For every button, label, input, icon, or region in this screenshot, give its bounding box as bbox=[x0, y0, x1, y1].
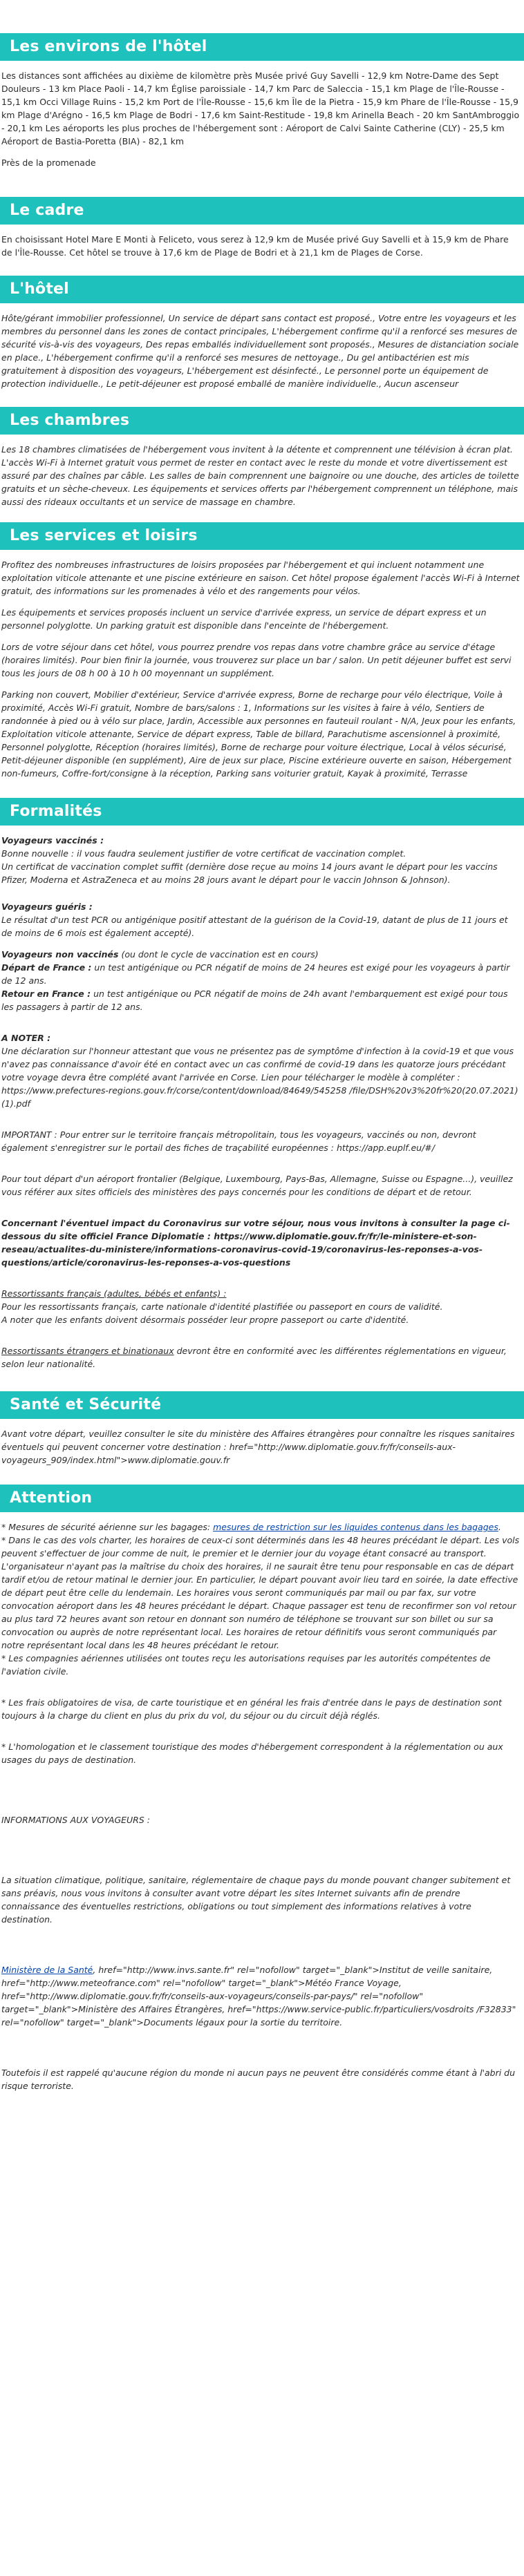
gueris-heading: Voyageurs guéris : bbox=[1, 901, 93, 912]
important-text: IMPORTANT : Pour entrer sur le territoire français métropolitain, tous les voyageurs, vaccinés ou non, devront également s'enregistrer sur le portail des fiches de traçabilité européennes : https://app.euplf.eu/#/ bbox=[1, 1129, 476, 1153]
attention-p4: * Les frais obligatoires de visa, de carte touristique et en général les frais d'entrée dans le pays de destination sont toujours à la charge du client en plus du prix du vol, du séjour ou du circuit déjà réglés. bbox=[1, 1697, 502, 1721]
attention-p8: Toutefois il est rappelé qu'aucune région du monde ni aucun pays ne peuvent être considérés comme étant à l'abri du risque terroriste. bbox=[1, 2068, 516, 2091]
sante-text: Avant votre départ, veuillez consulter le site du ministère des Affaires étrangères pour connaître les risques sanitaires éventuels qui peuvent concerner votre destination : href="http://www.diplomatie.gouv.fr/fr/conseils-aux-voyageurs_909/index.html">www.diplomatie.gouv.fr bbox=[1, 1429, 515, 1465]
environs-note: Près de la promenade bbox=[1, 158, 96, 168]
gueris-text: Le résultat d'un test PCR ou antigénique positif attestant de la guérison de la Covid-19, datant de plus de 11 jours et de moins de 6 mois est également accepté). bbox=[1, 915, 508, 938]
attention-p2: * Dans le cas des vols charter, les horaires de ceux-ci sont déterminés dans les 48 heures précédant le départ. Les vols peuvent s'effectuer de jour comme de nuit, le premier et le dernier jour du voyage étant consacré au transport. L'organisateur n'ayant pas la maîtrise du choix des horaires, il ne saurait être tenu pour responsable en cas de départ tardif et/ou de retour matinal le dernier jour. En particulier, le départ pouvant avoir lieu tard en soirée, la date effective de départ peut être celle du lendemain. Les horaires vous seront communiqués par mail ou par fax, sur votre convocation aéroport dans les 48 heures précédant le départ. Chaque passager est tenu de reconfirmer son vol retour au plus tard 72 heures avant son retour en donnant son numéro de téléphone se trouvant sur son billet ou sur sa convocation ou auprès de notre représentant local. Les horaires de retour définitifs vous seront communiqués par notre représentant local dans les 48 heures précédant le retour. bbox=[1, 1535, 520, 1650]
section-environs bbox=[0, 33, 524, 169]
attention-p1-pre: * Mesures de sécurité aérienne sur les bagages: bbox=[1, 1522, 214, 1532]
retour-text: un test antigénique ou PCR négatif de moins de 24h avant l'embarquement est exigé pour tous les passagers à partir de 12 ans. bbox=[1, 989, 508, 1012]
attention-p7-rest: , href="http://www.invs.sante.fr" rel="nofollow" target="_blank">Institut de veille sanitaire, href="http://www.meteofrance.com" rel="nofollow" target="_blank">Météo France Voyage, href="http://www.diplomatie.gouv.fr/fr/conseils-aux-voyageurs/conseils-par-pays/" rel="nofollow" target="_blank">Ministère des Affaires Étrangères, href="https://www.service-public.fr/particuliers/vosdroits /F32833" rel="nofollow" target="_blank">Documents légaux pour la sortie du territoire. bbox=[1, 1965, 516, 2028]
anoter-text: Une déclaration sur l'honneur attestant que vous ne présentez pas de symptôme d'infection à la covid-19 et que vous n'avez pas connaissance d'avoir été en contact avec un cas confirmé de covid-19 dans les quatorze jours précédant votre voyage devra être complété avant l'arrivée en Corse. Lien pour télécharger le modèle à compléter : https://www.prefectures-regions.gouv.fr/corse/content/download/84649/545258 /file/DSH%20v3%20fr%20(20.07.2021)(1).pdf bbox=[1, 1046, 518, 1109]
ressortissants-fr-line-1: Pour les ressortissants français, carte nationale d'identité plastifiée ou passeport en cours de validité. bbox=[1, 1301, 443, 1312]
ressortissants-fr-line-2: A noter que les enfants doivent désormais posséder leur propre passeport ou carte d'identité. bbox=[1, 1315, 409, 1325]
section-chambres bbox=[0, 407, 524, 508]
chambres-text: Les 18 chambres climatisées de l'hébergement vous invitent à la détente et comprennent une télévision à écran plat. L'accès Wi-Fi à Internet gratuit vous permet de rester en contact avec le reste du monde et votre divertissement est assuré par des chaînes par câble. Les salles de bain comprennent une baignoire ou une douche, des articles de toilette gratuits et un sèche-cheveux. Les équipements et services offerts par l'hébergement comprennent un téléphone, mais aussi des rideaux occultants et un service de massage en chambre. bbox=[1, 444, 519, 507]
section-title-chambres: Les chambres bbox=[0, 407, 524, 435]
section-cadre bbox=[0, 197, 524, 259]
infos-voyageurs-heading: INFORMATIONS AUX VOYAGEURS : bbox=[1, 1815, 150, 1825]
liquid-restrictions-link[interactable]: mesures de restriction sur les liquides contenus dans les bagages bbox=[213, 1522, 498, 1532]
attention-p5: * L'homologation et le classement touristique des modes d'hébergement correspondent à la réglementation ou aux usages du pays de destination. bbox=[1, 1742, 503, 1765]
section-title-hotel: L'hôtel bbox=[0, 276, 524, 303]
vaccines-line-2: Un certificat de vaccination complet suffit (dernière dose reçue au moins 14 jours avant le départ pour les vaccins Pfizer, Moderna et AstraZeneca et au moins 28 jours avant le départ pour le vaccin Johnson & Johnson). bbox=[1, 861, 498, 885]
section-title-services: Les services et loisirs bbox=[0, 522, 524, 550]
depart-etranger-text: Pour tout départ d'un aéroport frontalier (Belgique, Luxembourg, Pays-Bas, Allemagne, Suisse ou Espagne...), veuillez vous référer aux sites officiels des ministères des pays concernés pour les conditions de départ et de retour. bbox=[1, 1174, 513, 1197]
ressortissants-et-heading: Ressortissants étrangers et binationaux bbox=[1, 1346, 174, 1356]
services-paragraph-3: Lors de votre séjour dans cet hôtel, vous pourrez prendre vos repas dans votre chambre grâce au service d'étage (horaires limités). Pour bien finir la journée, vous trouverez sur place un bar / salon. Un petit déjeuner buffet est servi tous les jours de 08 h 00 à 10 h 00 moyennant un supplément. bbox=[1, 642, 512, 678]
attention-p1-post: . bbox=[498, 1522, 501, 1532]
anoter-heading: A NOTER : bbox=[1, 1033, 51, 1043]
page bbox=[0, 33, 524, 2092]
services-paragraph-4: Parking non couvert, Mobilier d'extérieur, Service d'arrivée express, Borne de recharge pour vélo électrique, Voile à proximité, Accès Wi-Fi gratuit, Nombre de bars/salons : 1, Informations sur les visites à faire à vélo, Sentiers de randonnée à pied ou à vélo sur place, Jardin, Accessible aux personnes en fauteuil roulant - N/A, Jeux pour les enfants, Exploitation viticole attenante, Service de départ express, Table de billard, Parachutisme ascensionnel à proximité, Personnel polyglotte, Réception (horaires limités), Borne de recharge pour voiture électrique, Local à vélos sécurisé, Petit-déjeuner disponible (en supplément), Aire de jeux sur place, Piscine extérieure ouverte en saison, Hébergement non-fumeurs, Coffre-fort/consigne à la réception, Parking sans voiturier gratuit, Kayak à proximité, Terrasse bbox=[1, 689, 516, 779]
retour-label: Retour en France : bbox=[1, 989, 91, 999]
nonvacc-heading: Voyageurs non vaccinés bbox=[1, 949, 119, 960]
section-title-sante: Santé et Sécurité bbox=[0, 1391, 524, 1419]
ministere-sante-link[interactable]: Ministère de la Santé bbox=[1, 1965, 93, 1975]
section-title-cadre: Le cadre bbox=[0, 197, 524, 225]
vaccines-heading: Voyageurs vaccinés : bbox=[1, 835, 104, 846]
vaccines-line-1: Bonne nouvelle : il vous faudra seulement justifier de votre certificat de vaccination complet. bbox=[1, 848, 406, 859]
cadre-text: En choisissant Hotel Mare E Monti à Feliceto, vous serez à 12,9 km de Musée privé Guy Savelli et à 15,9 km de Phare de l'Île-Rousse. Cet hôtel se trouve à 17,6 km de Plage de Bodri et à 21,1 km de Plages de Corse. bbox=[1, 234, 509, 258]
section-title-environs: Les environs de l'hôtel bbox=[0, 33, 524, 61]
concernant-text: Concernant l'éventuel impact du Coronavirus sur votre séjour, nous vous invitons à consulter la page ci-dessous du site officiel France Diplomatie : https://www.diplomatie.gouv.fr/fr/le-ministere-et-son-reseau/actualites-du-ministere/informations-coronavirus-covid-19/coronavirus-les-reponses-a-vos-questions/article/coronavirus-les-reponses-a-vos-questions bbox=[1, 1218, 510, 1268]
environs-text: Les distances sont affichées au dixième de kilomètre près Musée privé Guy Savelli - 12,9 km Notre-Dame des Sept Douleurs - 13 km Place Paoli - 14,7 km Église paroissiale - 14,7 km Parc de Saleccia - 15,1 km Plage de l'Île-Rousse - 15,1 km Occi Village Ruins - 15,2 km Port de l'Île-Rousse - 15,6 km Île de la Pietra - 15,9 km Phare de l'Île-Rousse - 15,9 km Plage d'Arégno - 16,5 km Plage de Bodri - 17,6 km Saint-Restitude - 19,8 km Arinella Beach - 20 km SantAmbroggio - 20,1 km Les aéroports les plus proches de l'hébergement sont : Aéroport de Calvi Sainte Catherine (CLY) - 25,5 km Aéroport de Bastia-Poretta (BIA) - 82,1 km bbox=[1, 70, 520, 146]
section-attention bbox=[0, 1485, 524, 2092]
section-formalites bbox=[0, 798, 524, 1371]
hotel-text: Hôte/gérant immobilier professionnel, Un service de départ sans contact est proposé., Votre entre les voyageurs et les membres du personnel dans les zones de contact principales, L'hébergement confirme qu'il a renforcé ses mesures de sécurité vis-à-vis des voyageurs, Des repas emballés individuellement sont proposés., Mesures de distanciation sociale en place., L'hébergement confirme qu'il a renforcé ses mesures de nettoyage., Du gel antibactérien est mis gratuitement à disposition des voyageurs, L'hébergement est désinfecté., Le personnel porte un équipement de protection individuelle., Le petit-déjeuner est proposé emballé de manière individuelle., Aucun ascenseur bbox=[1, 313, 519, 389]
depart-text: un test antigénique ou PCR négatif de moins de 24 heures est exigé pour les voyageurs à partir de 12 ans. bbox=[1, 962, 510, 986]
nonvacc-rest: (ou dont le cycle de vaccination est en cours) bbox=[118, 949, 319, 960]
section-hotel bbox=[0, 276, 524, 390]
attention-p6: La situation climatique, politique, sanitaire, réglementaire de chaque pays du monde pouvant changer subitement et sans préavis, nous vous invitons à consulter avant votre départ les sites Internet suivants afin de prendre connaissance des éventuelles restrictions, obligations ou tout simplement des informations relatives à votre destination. bbox=[1, 1875, 511, 1925]
ressortissants-et-text: devront être en conformité avec les différentes réglementations en vigueur, selon leur nationalité. bbox=[1, 1346, 507, 1369]
section-sante bbox=[0, 1391, 524, 1467]
services-paragraph-2: Les équipements et services proposés incluent un service d'arrivée express, un service de départ express et un personnel polyglotte. Un parking gratuit est disponible dans l'enceinte de l'hébergement. bbox=[1, 607, 487, 631]
services-paragraph-1: Profitez des nombreuses infrastructures de loisirs proposées par l'hébergement et qui incluent notamment une exploitation viticole attenante et une piscine extérieure en saison. Cet hôtel propose également l'accès Wi-Fi à Internet gratuit, des informations sur les promenades à vélo et des rangements pour vélos. bbox=[1, 560, 520, 596]
depart-label: Départ de France : bbox=[1, 962, 92, 973]
ressortissants-fr-heading: Ressortissants français (adultes, bébés et enfants) : bbox=[1, 1288, 227, 1299]
section-title-attention: Attention bbox=[0, 1485, 524, 1512]
attention-p3: * Les compagnies aériennes utilisées ont toutes reçu les autorisations requises par les autorités compétentes de l'aviation civile. bbox=[1, 1653, 491, 1677]
section-title-formalites: Formalités bbox=[0, 798, 524, 826]
section-services bbox=[0, 522, 524, 780]
